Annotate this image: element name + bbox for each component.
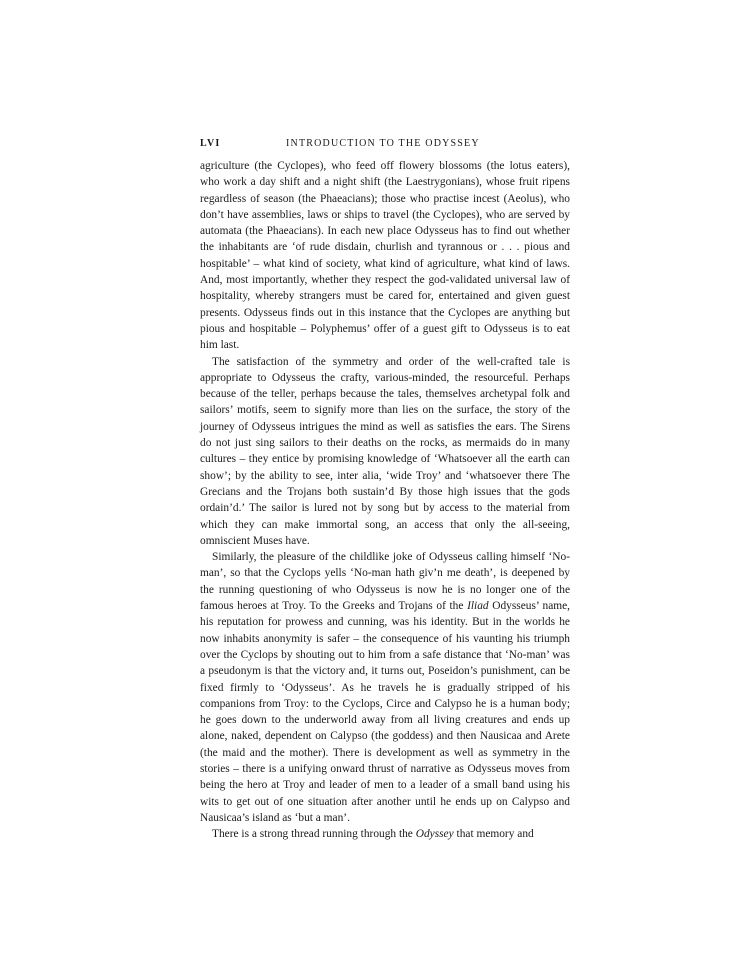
paragraph-3 [200,549,570,826]
running-title: INTRODUCTION TO THE ODYSSEY [286,138,480,149]
paragraph-2: The satisfaction of the symmetry and order of the well-crafted tale is appropriate to Odysseus the crafty, various-minded, the resourceful. Perhaps because of the teller, perhaps because the tales, themselves archetypal folk and sailors’ motifs, seem to signify more than lies on the surface, the story of the journey of Odysseus intrigues the mind as well as satisfies the ears. The Sirens do not just sing sailors to their deaths on the rocks, as mermaids do in many cultures – they entice by promising knowledge of ‘Whatsoever all the earth can show’; by the ability to see, inter alia, ‘wide Troy’ and ‘whatsoever there The Grecians and the Trojans both sustain’d By those high issues that the gods ordain’d.’ The sailor is lured not by song but by access to the material from which they can make immortal song, an access that only the all-seeing, omniscient Muses have. [200,355,570,547]
paragraph-4-text-b: that memory and [453,828,534,841]
italic-title-odyssey: Odyssey [415,828,454,841]
page-number: LVI [200,138,221,149]
italic-title-iliad: Iliad [467,600,489,613]
paragraph-4-text-a: There is a strong thread running through the [212,828,416,841]
running-head [200,138,570,152]
paragraph-1: agriculture (the Cyclopes), who feed off flowery blossoms (the lotus eaters), who work a day shift and a night shift (the Laestrygonians), whose fruit ripens regardless of season (the Phaeacians); those who practise incest (Aeolus), who don’t have assemblies, laws or ships to travel (the Cyclopes), who are served by automata (the Phaeacians). In each new place Odysseus has to find out whether the inhabitants are ‘of rude disdain, churlish and tyrannous or . . . pious and hospitable’ – what kind of society, what kind of agriculture, what kind of laws. And, most importantly, whether they respect the god-validated universal law of hospitality, whereby strangers must be cared for, entertained and given guest presents. Odysseus finds out in this instance that the Cyclopes are anything but pious and hospitable – Polyphemus’ offer of a guest gift to Odysseus is to eat him last. [200,160,570,352]
book-page [200,138,570,842]
paragraph-3-text-a: Similarly, the pleasure of the childlike joke of Odysseus calling himself ‘No-man’, so that the Cyclops yells ‘No-man hath giv’n me death’, is deepened by the running questioning of who Odysseus is now he is no longer one of the famous heroes at Troy. To the Greeks and Trojans of the [200,551,570,613]
body-text [200,158,570,842]
paragraph-3-text-b: Odysseus’ name, his reputation for prowess and cunning, was his identity. But in the worlds he now inhabits anonymity is safer – the consequence of his vaunting his triumph over the Cyclops by shouting out to him from a safe distance that ‘No-man’ was a pseudonym is that the victory and, it turns out, Poseidon’s punishment, can be fixed firmly to ‘Odysseus’. As he travels he is gradually stripped of his companions from Troy: to the Cyclops, Circe and Calypso he is a human body; he goes down to the underworld away from all living creatures and ends up alone, naked, dependent on Calypso (the goddess) and then Nausicaa and Arete (the maid and the mother). There is development as well as symmetry in the stories – there is a unifying onward thrust of narrative as Odysseus moves from being the hero at Troy and leader of men to a leader of a small band using his wits to get out of one situation after another until he ends up on Calypso and Nausicaa’s island as ‘but a man’. [200,600,571,824]
paragraph-4 [200,826,570,842]
